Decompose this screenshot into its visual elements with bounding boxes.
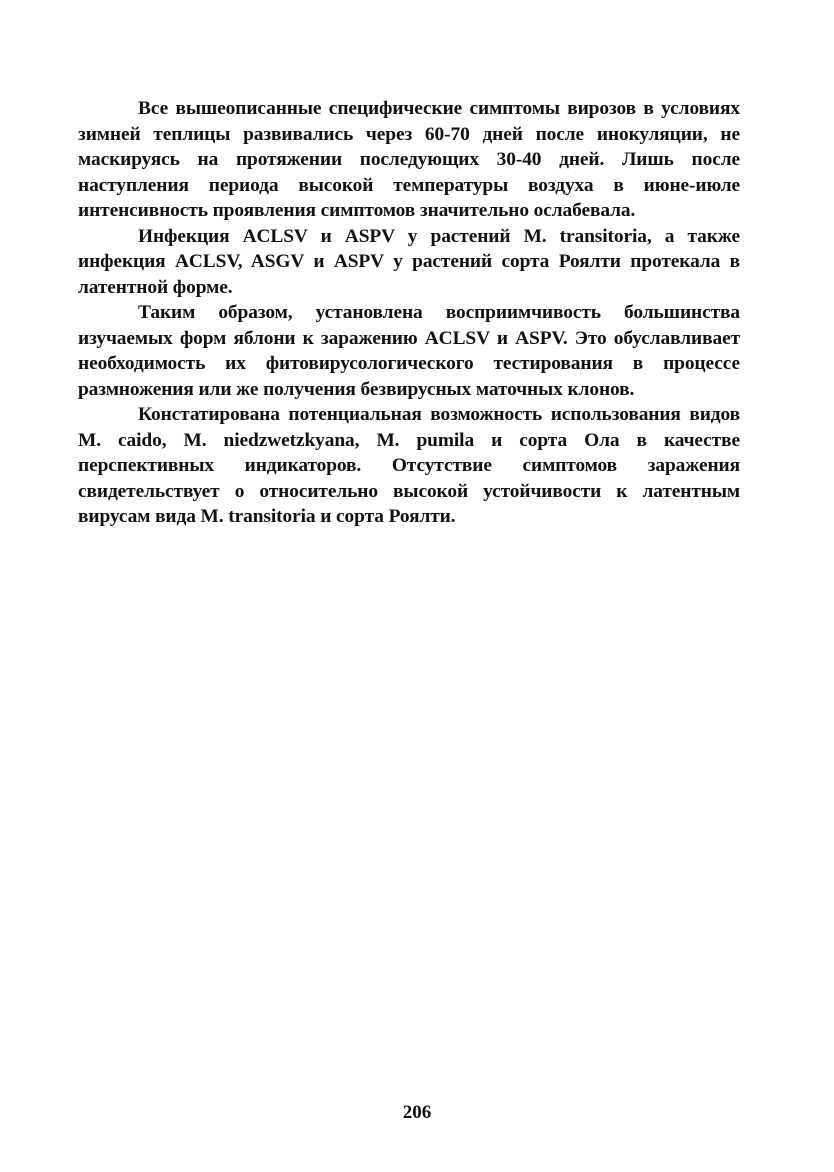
paragraph-1: Все вышеописанные специфические симптомы вирозов в условиях зимней теплицы развивались через 60-70 дней после инокуляции, не маскируясь на протяжении последующих 30-40 дней. Лишь после наступления периода высокой температуры воздуха в июне-июле интенсивность проявления симптомов значительно ослабевала. [78, 98, 740, 221]
page-number: 206 [402, 1102, 432, 1123]
paragraph-2: Инфекция ACLSV и ASPV у растений M. transitoria, а также инфекция ACLSV, ASGV и ASPV у растений сорта Роялти протекала в латентной форме. [78, 225, 740, 298]
body-text [78, 96, 740, 530]
paragraph-4: Констатирована потенциальная возможность использования видов M. caido, M. niedzwetzkyana, M. pumila и сорта Ола в качестве перспективных индикаторов. Отсутствие симптомов заражения свидетельствует о относительно высокой устойчивости к латентным вирусам вида M. transitoria и сорта Роялти. [78, 404, 740, 527]
paragraph-3: Таким образом, установлена восприимчивость большинства изучаемых форм яблони к заражению ACLSV и ASPV. Это обуславливает необходимость их фитовирусологического тестирования в процессе размножения или же получения безвирусных маточных клонов. [78, 302, 740, 400]
